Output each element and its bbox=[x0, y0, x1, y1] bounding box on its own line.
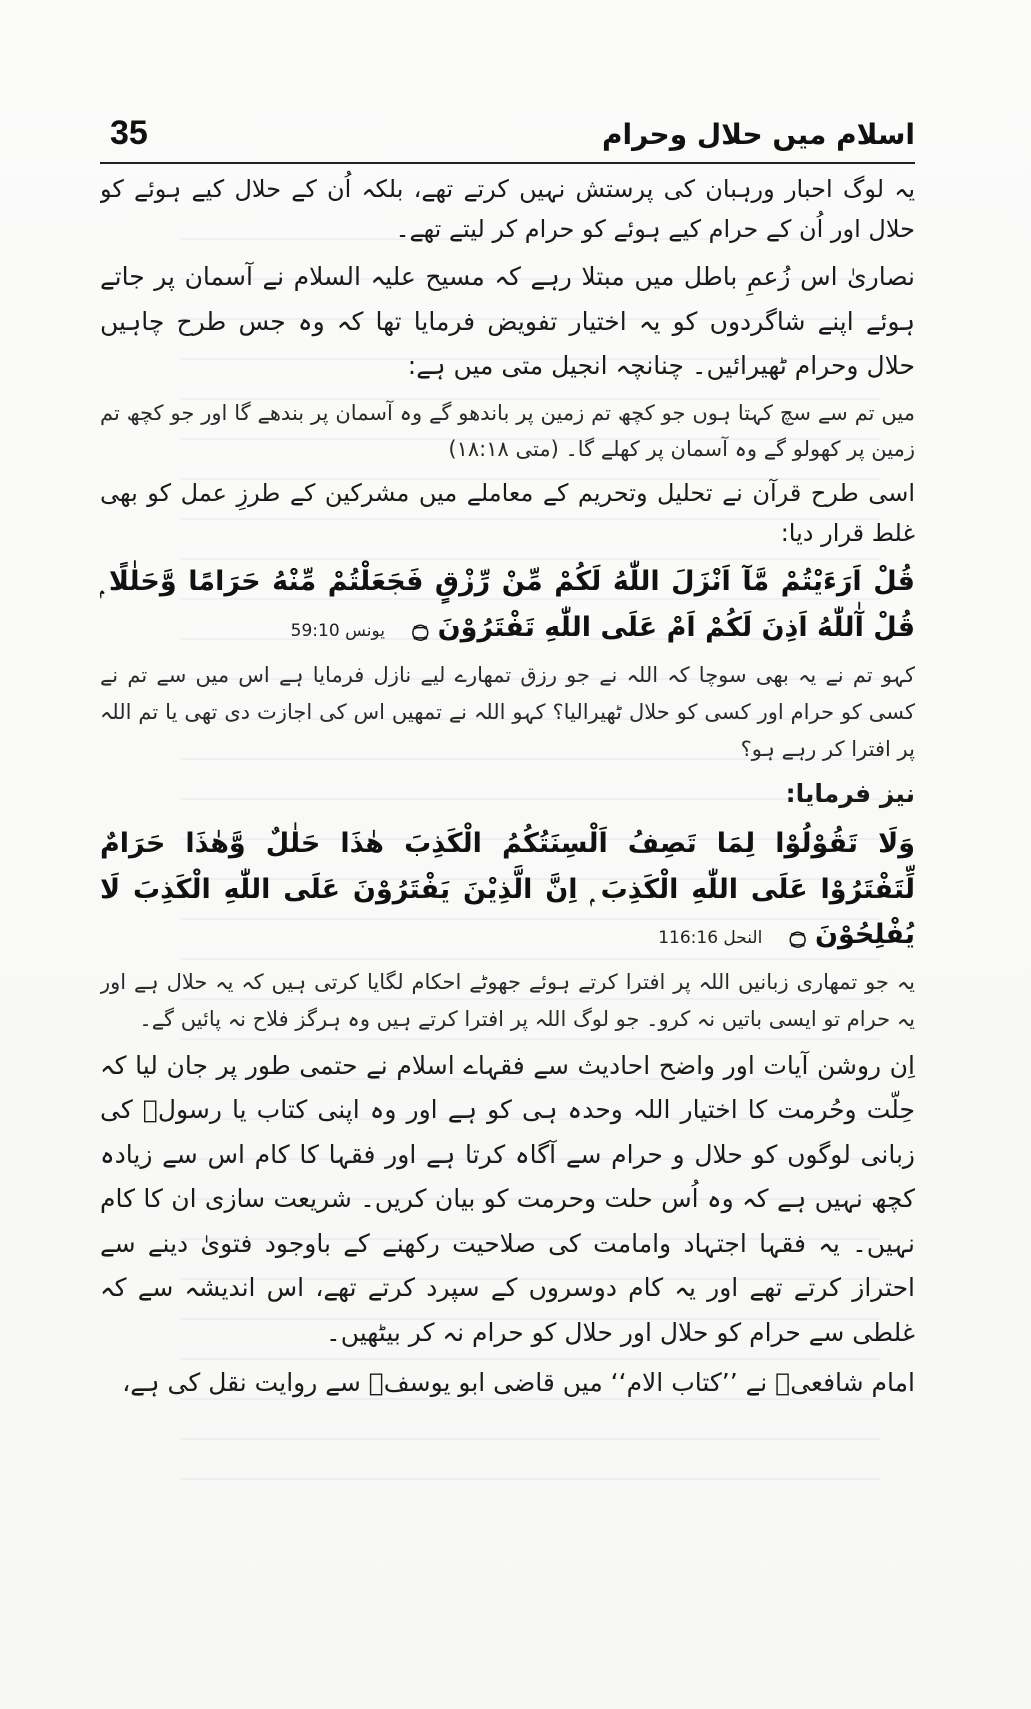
running-title: اسلام میں حلال وحرام bbox=[602, 118, 915, 151]
page-body bbox=[100, 170, 915, 1670]
paragraph-niz-farmaya: نیز فرمایا: bbox=[785, 779, 915, 809]
quran-verse-nahl-ref: النحل 116:16 bbox=[658, 928, 763, 949]
page-number: 35 bbox=[110, 114, 148, 152]
bible-quote: میں تم سے سچ کہتا ہوں جو کچھ تم زمین پر باندھو گے وہ آسمان پر بندھے گا اور جو کچھ تم زمین پر کھولو گے وہ آسمان پر کھلے گا۔ (متی ۱۸:۱۸) bbox=[100, 400, 915, 462]
quran-verse-nahl-text: وَلَا تَقُوْلُوْا لِمَا تَصِفُ اَلْسِنَتُكُمُ الْكَذِبَ هٰذَا حَلٰلٌ وَّهٰذَا حَرَامٌ لِّتَفْتَرُوْا عَلَى اللّٰهِ الْكَذِبَ ۭ اِنَّ الَّذِيْنَ يَفْتَرُوْنَ عَلَى اللّٰهِ الْكَذِبَ لَا يُفْلِحُوْنَ ۝ bbox=[100, 827, 915, 951]
paragraph-4: اسی طرح قرآن نے تحلیل وتحریم کے معاملے میں مشرکین کے طرزِ عمل کو بھی غلط قرار دیا: bbox=[100, 479, 915, 547]
paragraph-2: نصاریٰ اس زُعمِ باطل میں مبتلا رہے کہ مسیح علیہ السلام نے آسمان پر جاتے ہوئے اپنے شاگردوں کو یہ اختیار تفویض فرمایا تھا کہ وہ جس طرح چاہیں حلال وحرام ٹھیرائیں۔ چنانچہ انجیل متی میں ہے: bbox=[100, 262, 915, 381]
quran-verse-nahl bbox=[100, 821, 915, 959]
paragraph-1: یہ لوگ احبار ورہبان کی پرستش نہیں کرتے تھے، بلکہ اُن کے حلال کیے ہوئے کو حلال اور اُن کے حرام کیے ہوئے کو حرام کر لیتے تھے۔ bbox=[100, 175, 915, 243]
translation-yunus: کہو تم نے یہ بھی سوچا کہ اللہ نے جو رزق تمھارے لیے نازل فرمایا ہے اس میں سے تم نے کسی کو حرام اور کسی کو حلال ٹھیرالیا؟ کہو اللہ نے تمھیں اس کی اجازت دی تھی یا تم اللہ پر افترا کر رہے ہو؟ bbox=[100, 663, 915, 761]
quran-verse-yunus bbox=[100, 559, 915, 651]
quran-verse-yunus-text: قُلْ اَرَءَيْتُمْ مَّآ اَنْزَلَ اللّٰهُ لَكُمْ مِّنْ رِّزْقٍ فَجَعَلْتُمْ مِّنْهُ حَرَامًا وَّحَلٰلًا ۭ قُلْ آٰللّٰهُ اَذِنَ لَكُمْ اَمْ عَلَى اللّٰهِ تَفْتَرُوْنَ ۝ bbox=[100, 566, 915, 644]
translation-nahl: یہ جو تمھاری زبانیں اللہ پر افترا کرتے ہوئے جھوٹے احکام لگایا کرتی ہیں کہ یہ حلال ہے اور یہ حرام تو ایسی باتیں نہ کرو۔ جو لوگ اللہ پر افترا کرتے ہیں وہ ہرگز فلاح نہ پائیں گے۔ bbox=[100, 970, 915, 1032]
quran-verse-yunus-ref: یونس 59:10 bbox=[290, 621, 385, 642]
page-header bbox=[100, 110, 915, 164]
paragraph-imam-shafii: امام شافعیؒ نے ’’کتاب الام‘‘ میں قاضی ابو یوسفؒ سے روایت نقل کی ہے، bbox=[122, 1368, 915, 1398]
paragraph-fuqaha: اِن روشن آیات اور واضح احادیث سے فقہاے اسلام نے حتمی طور پر جان لیا کہ حِلّت وحُرمت کا اختیار اللہ وحدہ ہی کو ہے اور وہ اپنی کتاب یا رسولؐ کی زبانی لوگوں کو حلال و حرام سے آگاہ کرتا ہے اور فقہا کا کام اس سے زیادہ کچھ نہیں ہے کہ وہ اُس حلت وحرمت کو بیان کریں۔ شریعت سازی ان کا کام نہیں۔ یہ فقہا اجتہاد وامامت کی صلاحیت رکھنے کے باوجود فتویٰ دینے سے احتراز کرتے تھے اور یہ کام دوسروں کے سپرد کرتے تھے، اس اندیشہ سے کہ غلطی سے حرام کو حلال اور حلال کو حرام نہ کر بیٹھیں۔ bbox=[100, 1050, 915, 1347]
